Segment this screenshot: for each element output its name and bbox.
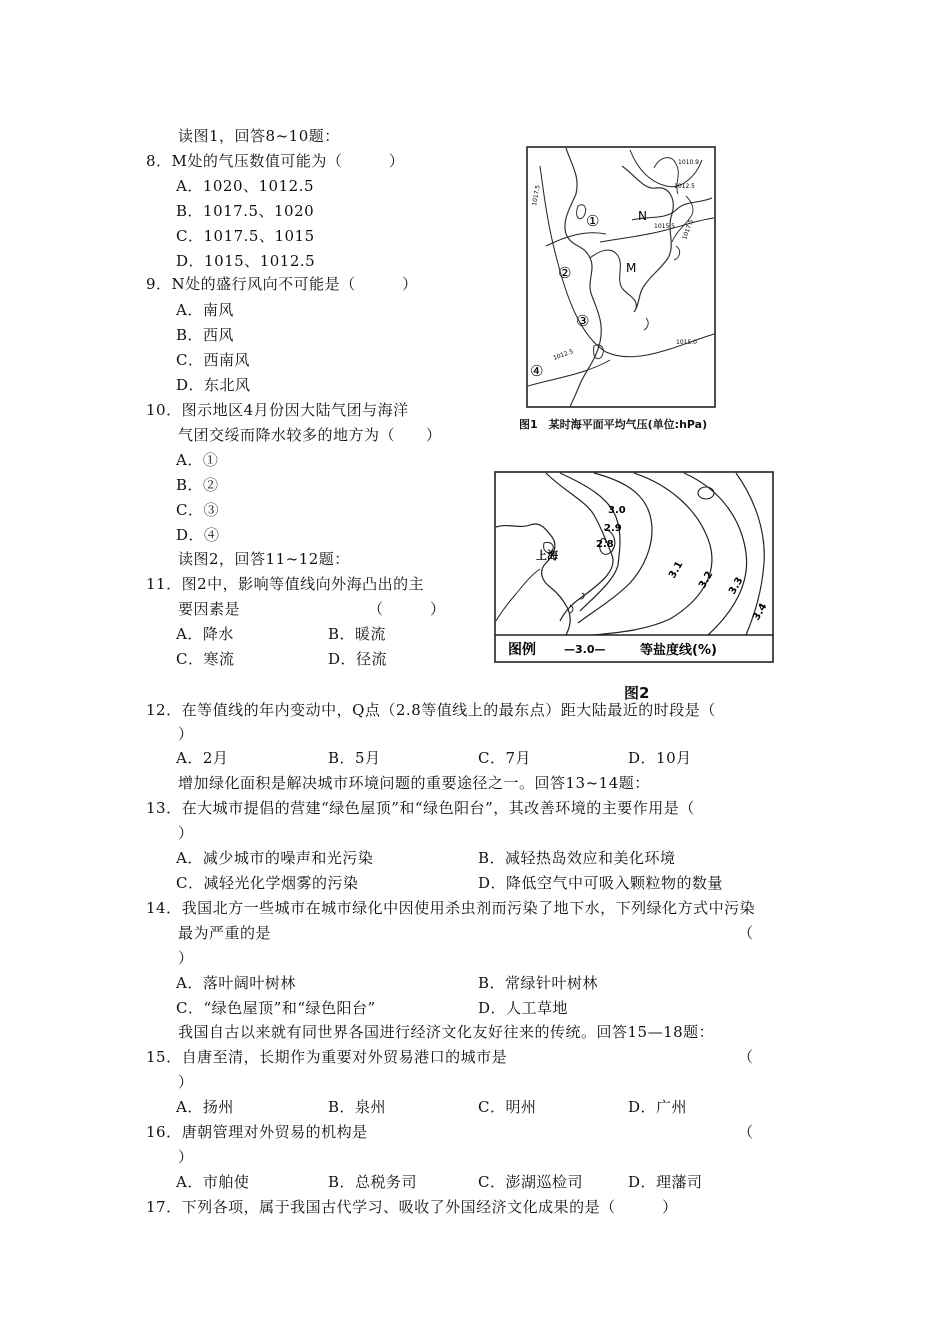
q16-option-a: A．市舶使 [176, 1173, 250, 1191]
q8-option-a: A．1020、1012.5 [176, 177, 314, 195]
region-4-label: ④ [530, 362, 544, 380]
q14-option-b: B．常绿针叶树林 [478, 974, 599, 992]
q12-option-a: A．2月 [176, 749, 229, 767]
legend-text: 等盐度线(%) [640, 643, 717, 658]
q14-option-d: D．人工草地 [478, 999, 569, 1017]
q13-stem-line2: ） [178, 824, 194, 842]
isobar-label-1010-9: 1010.9 [678, 159, 699, 166]
isobar-label-1015-5: 1015.5 [654, 223, 675, 230]
isohaline-label-3-2: 3.2 [697, 569, 716, 591]
q14-option-c: C．“绿色屋顶”和“绿色阳台” [176, 999, 376, 1017]
q11-option-c: C．寒流 [176, 650, 235, 668]
shanghai-label: 上海 [536, 549, 558, 562]
q9-option-b: B．西风 [176, 326, 235, 344]
region-1-label: ① [586, 212, 600, 230]
q15-paren-open: （ [738, 1048, 754, 1066]
q16-stem-line1: 16．唐朝管理对外贸易的机构是 [146, 1123, 368, 1141]
q15-option-d: D．广州 [628, 1098, 688, 1116]
q11-option-b: B．暖流 [328, 625, 387, 643]
figure-2-salinity-map [494, 471, 774, 663]
figure-2-svg [494, 471, 774, 663]
isobar-label-1017-5-west: 1017.5 [531, 184, 542, 207]
isobar-label-1015-0: 1015.0 [676, 339, 697, 346]
isohaline-label-2-8: 2.8 [596, 539, 614, 550]
q14-paren-open: （ [738, 924, 754, 942]
point-n-label: N [638, 209, 647, 223]
region-2-label: ② [558, 264, 572, 282]
q17-stem: 17．下列各项，属于我国古代学习、吸收了外国经济文化成果的是（ ） [146, 1198, 678, 1216]
q13-stem-line1: 13．在大城市提倡的营建“绿色屋顶”和“绿色阳台”，其改善环境的主要作用是（ [146, 799, 695, 817]
q8-option-c: C．1017.5、1015 [176, 227, 315, 245]
q11-option-d: D．径流 [328, 650, 388, 668]
q10-stem-line2: 气团交绥而降水较多的地方为（ ） [178, 426, 442, 444]
isohaline-label-3-0: 3.0 [608, 505, 626, 516]
q14-option-a: A．落叶阔叶树林 [176, 974, 296, 992]
q8-option-b: B．1017.5、1020 [176, 202, 315, 220]
figure-1-caption: 图1 某时海平面平均气压(单位:hPa) [519, 418, 708, 431]
q11-stem-line2: 要因素是 [178, 600, 241, 618]
q12-stem-line2: ） [178, 725, 194, 743]
q14-stem-line2: 最为严重的是 [178, 924, 272, 942]
intro-q15-18: 我国自古以来就有同世界各国进行经济文化友好往来的传统。回答15—18题： [178, 1023, 715, 1041]
q16-paren-open: （ [738, 1123, 754, 1141]
q12-option-d: D．10月 [628, 749, 692, 767]
q13-option-b: B．减轻热岛效应和美化环境 [478, 849, 676, 867]
q10-stem-line1: 10．图示地区4月份因大陆气团与海洋 [146, 401, 409, 419]
isohaline-label-3-1: 3.1 [667, 559, 686, 581]
q16-option-c: C．澎湖巡检司 [478, 1173, 583, 1191]
q15-option-a: A．扬州 [176, 1098, 234, 1116]
figure-1-svg [526, 146, 716, 408]
q10-option-c: C．③ [176, 501, 219, 519]
q11-option-a: A．降水 [176, 625, 234, 643]
q9-stem: 9．N处的盛行风向不可能是（ ） [146, 275, 418, 293]
intro-q8-10: 读图1，回答8~10题： [178, 127, 340, 145]
q10-option-a: A．① [176, 451, 219, 469]
q11-answer-paren: （ ） [368, 600, 446, 618]
q16-option-b: B．总税务司 [328, 1173, 418, 1191]
isohaline-label-3-4: 3.4 [751, 601, 770, 623]
legend-line-sample: —3.0— [564, 643, 606, 656]
isobar-label-1017-5-east: 1017.5 [681, 218, 696, 241]
q15-option-c: C．明州 [478, 1098, 537, 1116]
intro-q11-12: 读图2，回答11~12题： [178, 550, 350, 568]
q12-option-b: B．5月 [328, 749, 381, 767]
q8-stem: 8．M处的气压数值可能为（ ） [146, 152, 405, 170]
figure-1-pressure-map [526, 146, 716, 408]
q9-option-d: D．东北风 [176, 376, 251, 394]
q10-option-b: B．② [176, 476, 219, 494]
isobar-label-1012-5-north: 1012.5 [674, 183, 695, 190]
figure-2-caption: 图2 [624, 684, 650, 702]
q15-stem-line1: 15．自唐至清，长期作为重要对外贸易港口的城市是 [146, 1048, 508, 1066]
q16-option-d: D．理藩司 [628, 1173, 703, 1191]
q14-stem-line1: 14．我国北方一些城市在城市绿化中因使用杀虫剂而污染了地下水，下列绿化方式中污染 [146, 899, 756, 917]
q15-option-b: B．泉州 [328, 1098, 387, 1116]
q12-option-c: C．7月 [478, 749, 532, 767]
q13-option-c: C．减轻光化学烟雾的污染 [176, 874, 359, 892]
q8-option-d: D．1015、1012.5 [176, 252, 316, 270]
q12-stem-line1: 12．在等值线的年内变动中，Q点（2.8等值线上的最东点）距大陆最近的时段是（ [146, 701, 716, 719]
region-3-label: ③ [576, 312, 590, 330]
q13-option-d: D．降低空气中可吸入颗粒物的数量 [478, 874, 724, 892]
q10-option-d: D．④ [176, 526, 220, 544]
q9-option-c: C．西南风 [176, 351, 250, 369]
q9-option-a: A．南风 [176, 301, 234, 319]
q14-stem-line3: ） [178, 949, 194, 967]
q11-stem-line1: 11．图2中，影响等值线向外海凸出的主 [146, 575, 425, 593]
q15-stem-line2: ） [178, 1073, 194, 1091]
isohaline-label-3-3: 3.3 [727, 575, 746, 597]
q13-option-a: A．减少城市的噪声和光污染 [176, 849, 374, 867]
point-m-label: M [626, 261, 637, 275]
q16-stem-line2: ） [178, 1148, 194, 1166]
intro-q13-14: 增加绿化面积是解决城市环境问题的重要途径之一。回答13~14题： [178, 774, 650, 792]
isohaline-label-2-9: 2.9 [604, 523, 622, 534]
legend-label: 图例 [508, 642, 536, 658]
isobar-label-1012-5-south: 1012.5 [552, 348, 575, 362]
